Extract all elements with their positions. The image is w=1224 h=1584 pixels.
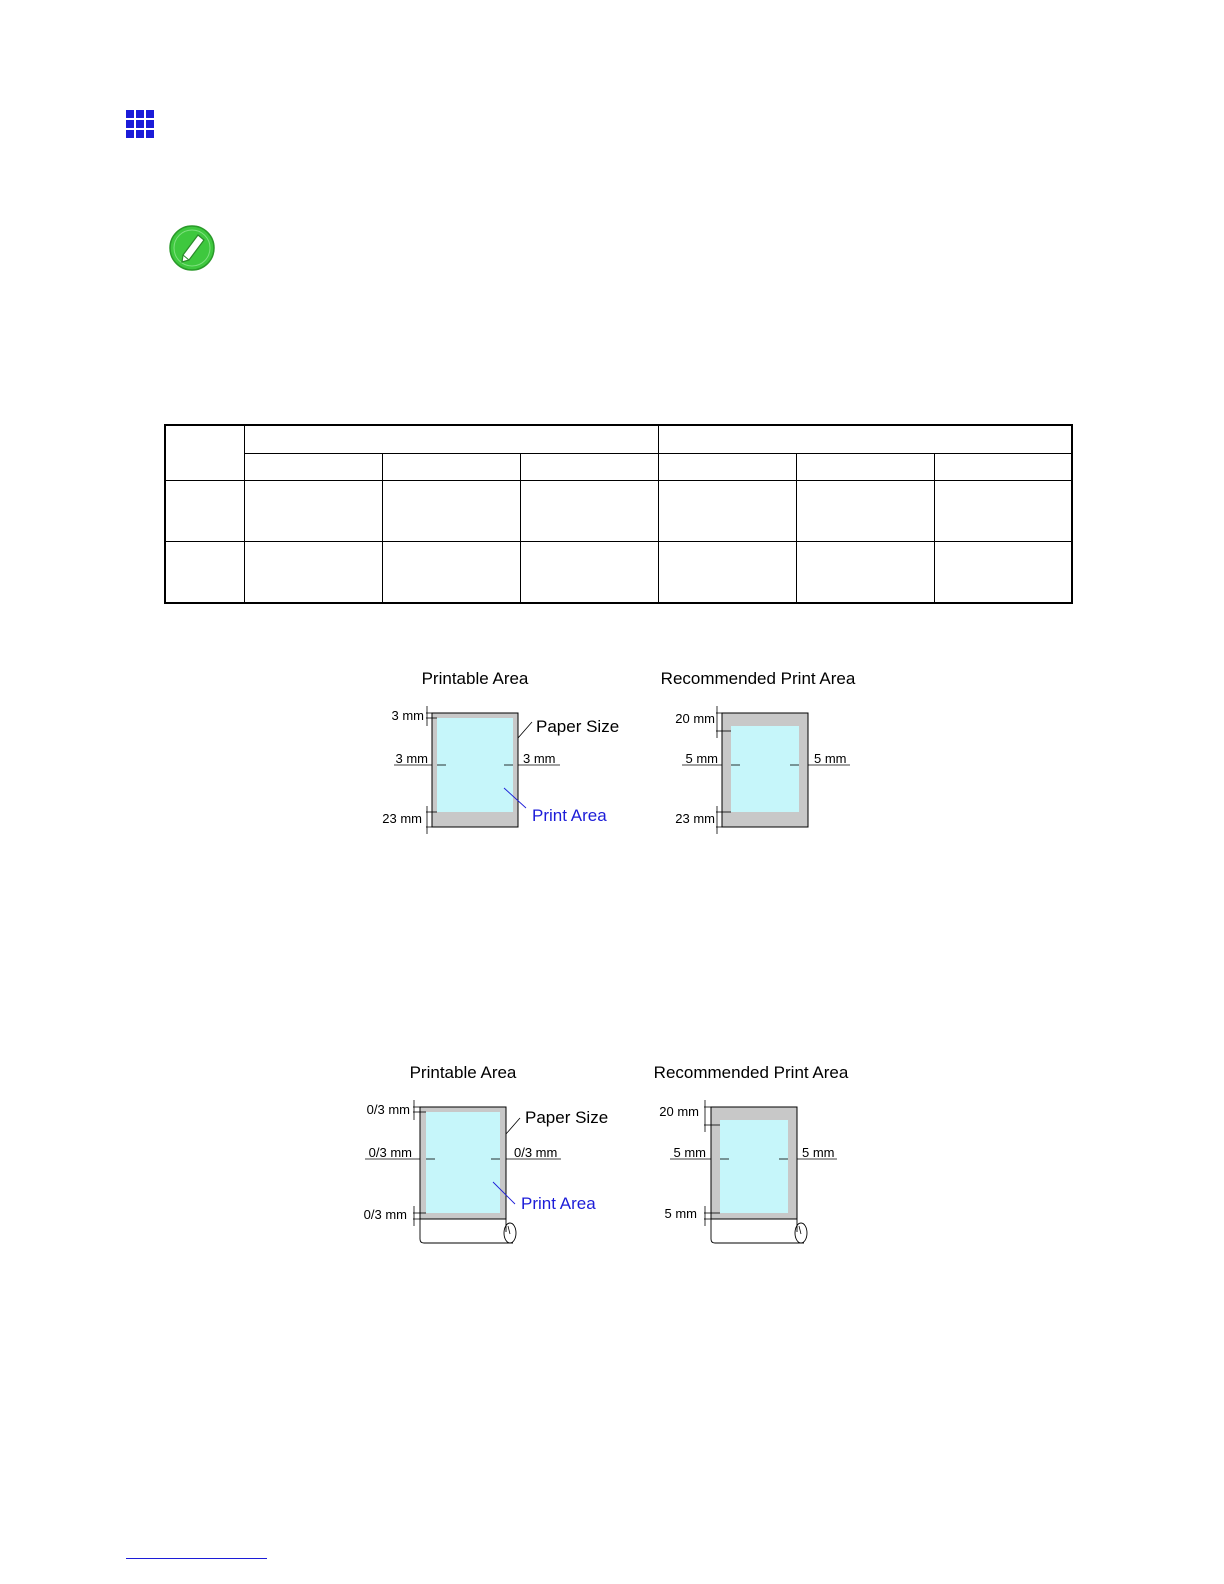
table-cell (934, 542, 1072, 604)
right-margin-label: 3 mm (523, 751, 556, 766)
right-margin-label: 0/3 mm (514, 1145, 558, 1160)
printable-area-title: Printable Area (421, 669, 529, 688)
print-area-rect (437, 718, 513, 812)
table-cell (796, 481, 934, 542)
print-area-rect (720, 1120, 788, 1213)
top-margin-label: 20 mm (659, 1104, 699, 1119)
right-margin-label: 5 mm (802, 1145, 835, 1160)
table-header-row-2 (165, 454, 1072, 481)
recommended-area-title: Recommended Print Area (660, 669, 856, 688)
left-margin-label: 5 mm (685, 751, 718, 766)
footer-link-underline (126, 1558, 267, 1559)
top-margin-label: 20 mm (675, 711, 715, 726)
bottom-margin-label: 0/3 mm (363, 1207, 407, 1222)
paper-size-label: Paper Size (525, 1108, 609, 1127)
print-area-rect (731, 726, 799, 812)
table-cell (165, 542, 244, 604)
table-header-cell (796, 454, 934, 481)
table-cell (382, 481, 520, 542)
pencil-note-icon (168, 224, 216, 272)
recommended-area-title: Recommended Print Area (653, 1063, 849, 1082)
table-header-cell (934, 454, 1072, 481)
top-margin-label: 3 mm (391, 708, 424, 723)
right-margin-label: 5 mm (814, 751, 847, 766)
table-cell (244, 481, 382, 542)
table-header-cell (244, 454, 382, 481)
print-area-label: Print Area (532, 806, 607, 825)
table-header-cell (658, 454, 796, 481)
table-header-row-1 (165, 425, 1072, 454)
left-margin-label: 5 mm (673, 1145, 706, 1160)
figure-sheet-print-area (370, 660, 870, 845)
table-header-cell (382, 454, 520, 481)
table-cell (796, 542, 934, 604)
table-header-cell (165, 425, 244, 481)
table-cell (165, 481, 244, 542)
table-cell (658, 481, 796, 542)
top-margin-label: 0/3 mm (366, 1102, 410, 1117)
bottom-margin-label: 23 mm (675, 811, 715, 826)
table-cell (382, 542, 520, 604)
print-area-rect (426, 1112, 500, 1213)
table-row (165, 542, 1072, 604)
table-cell (520, 481, 658, 542)
print-area-label: Print Area (521, 1194, 596, 1213)
printable-area-title: Printable Area (409, 1063, 517, 1082)
table-cell (658, 542, 796, 604)
table-cell (520, 542, 658, 604)
table-cell (934, 481, 1072, 542)
table-cell (244, 542, 382, 604)
paper-size-label: Paper Size (536, 717, 620, 736)
left-margin-label: 3 mm (395, 751, 428, 766)
table-row (165, 481, 1072, 542)
table-header-cell (244, 425, 658, 454)
margins-table (164, 424, 1073, 604)
figure-roll-print-area (355, 1054, 855, 1249)
table-header-cell (658, 425, 1072, 454)
bottom-margin-label: 23 mm (382, 811, 422, 826)
section-grid-icon (126, 110, 154, 138)
bottom-margin-label: 5 mm (664, 1206, 697, 1221)
left-margin-label: 0/3 mm (368, 1145, 412, 1160)
table-header-cell (520, 454, 658, 481)
